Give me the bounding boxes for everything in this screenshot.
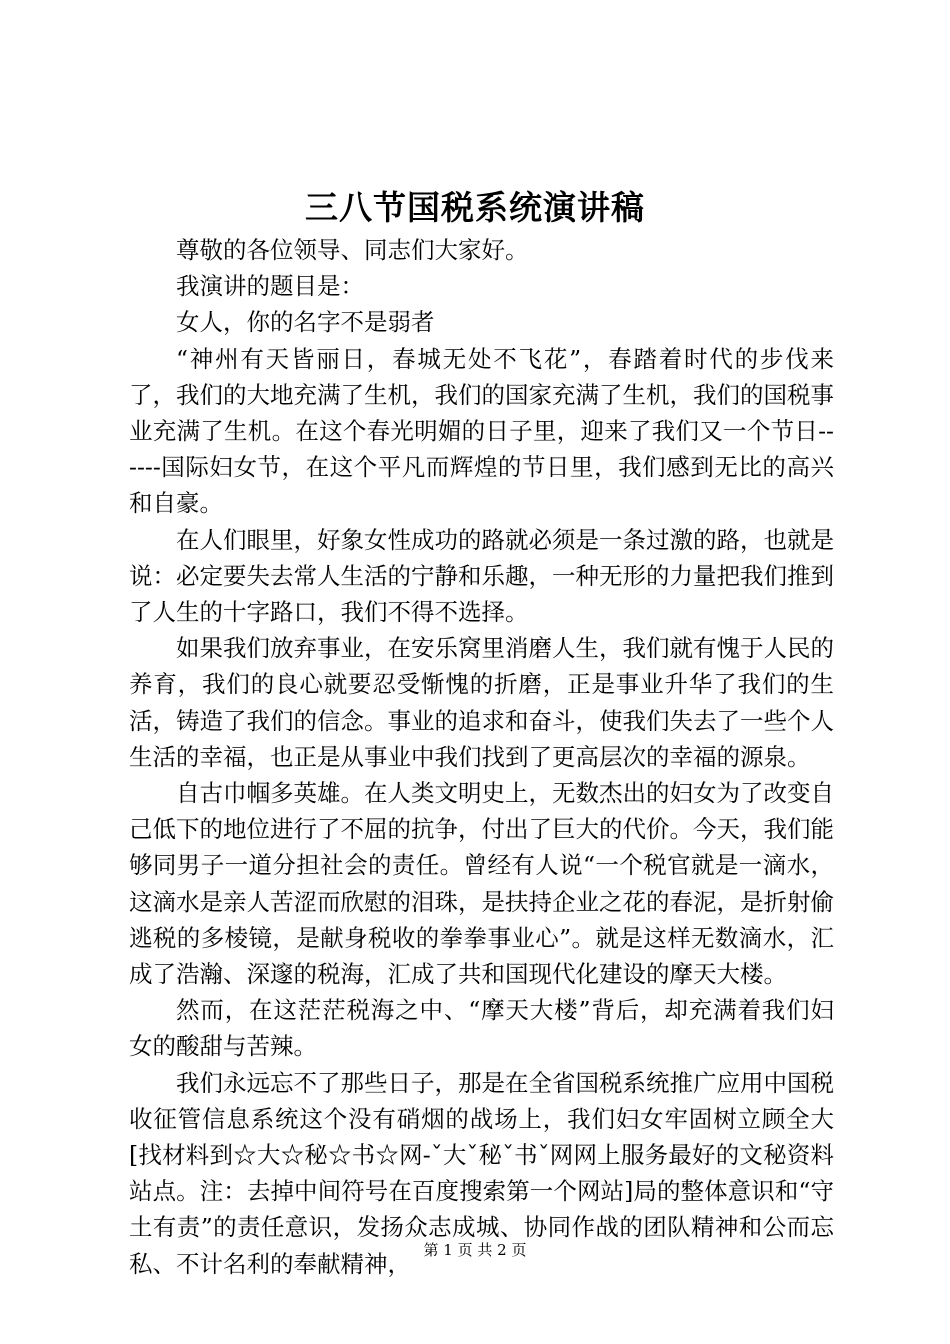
paragraph-greeting: 尊敬的各位领导、同志们大家好。	[176, 236, 529, 264]
paragraph-topic: 女人，你的名字不是弱者	[176, 308, 435, 337]
paragraph-career: 如果我们放弃事业，在安乐窝里消磨人生，我们就有愧于人民的养育，我们的良心就要忍受惭愧的折磨，正是事业升华了我们的生活，铸造了我们的信念。事业的追求和奋斗，使我们失去了一些个人生活的幸福，也正是从事业中我们找到了更高层次的幸福的源泉。	[129, 634, 834, 771]
paragraph-heroines: 自古巾帼多英雄。在人类文明史上，无数杰出的妇女为了改变自己低下的地位进行了不屈的抗争，付出了巨大的代价。今天，我们能够同男子一道分担社会的责任。曾经有人说“一个税官就是一滴水，这滴水是亲人苦涩而欣慰的泪珠，是扶持企业之花的春泥，是折射偷逃税的多棱镜，是献身税收的拳拳事业心”。就是这样无数滴水，汇成了浩瀚、深邃的税海，汇成了共和国现代化建设的摩天大楼。	[129, 779, 834, 989]
document-title: 三八节国税系统演讲稿	[305, 188, 645, 227]
paragraph-topic-intro: 我演讲的题目是：	[176, 272, 364, 301]
paragraph-memories: 我们永远忘不了那些日子，那是在全省国税系统推广应用中国税收征管信息系统这个没有硝烟的战场上，我们妇女牢固树立顾全大[找材料到☆大☆秘☆书☆网-ˇ大ˇ秘ˇ书ˇ网网上服务最好的文秘资料站点。注：去掉中间符号在百度搜索第一个网站]局的整体意识和“守土有责”的责任意识，发扬众志成城、协同作战的团队精神和公而忘私、不计名利的奉献精神，	[129, 1068, 834, 1278]
page-footer: 第 1 页 共 2 页	[423, 1241, 527, 1259]
document-body	[129, 232, 834, 1282]
paragraph-however: 然而，在这茫茫税海之中、“摩天大楼”背后，却充满着我们妇女的酸甜与苦辣。	[129, 996, 834, 1061]
paragraph-spring: “神州有天皆丽日，春城无处不飞花”，春踏着时代的步伐来了，我们的大地充满了生机，我们的国家充满了生机，我们的国税事业充满了生机。在这个春光明媚的日子里，迎来了我们又一个节日------国际妇女节，在这个平凡而辉煌的节日里，我们感到无比的高兴和自豪。	[129, 344, 834, 518]
paragraph-success-path: 在人们眼里，好象女性成功的路就必须是一条过激的路，也就是说：必定要失去常人生活的宁静和乐趣，一种无形的力量把我们推到了人生的十字路口，我们不得不选择。	[129, 525, 834, 627]
